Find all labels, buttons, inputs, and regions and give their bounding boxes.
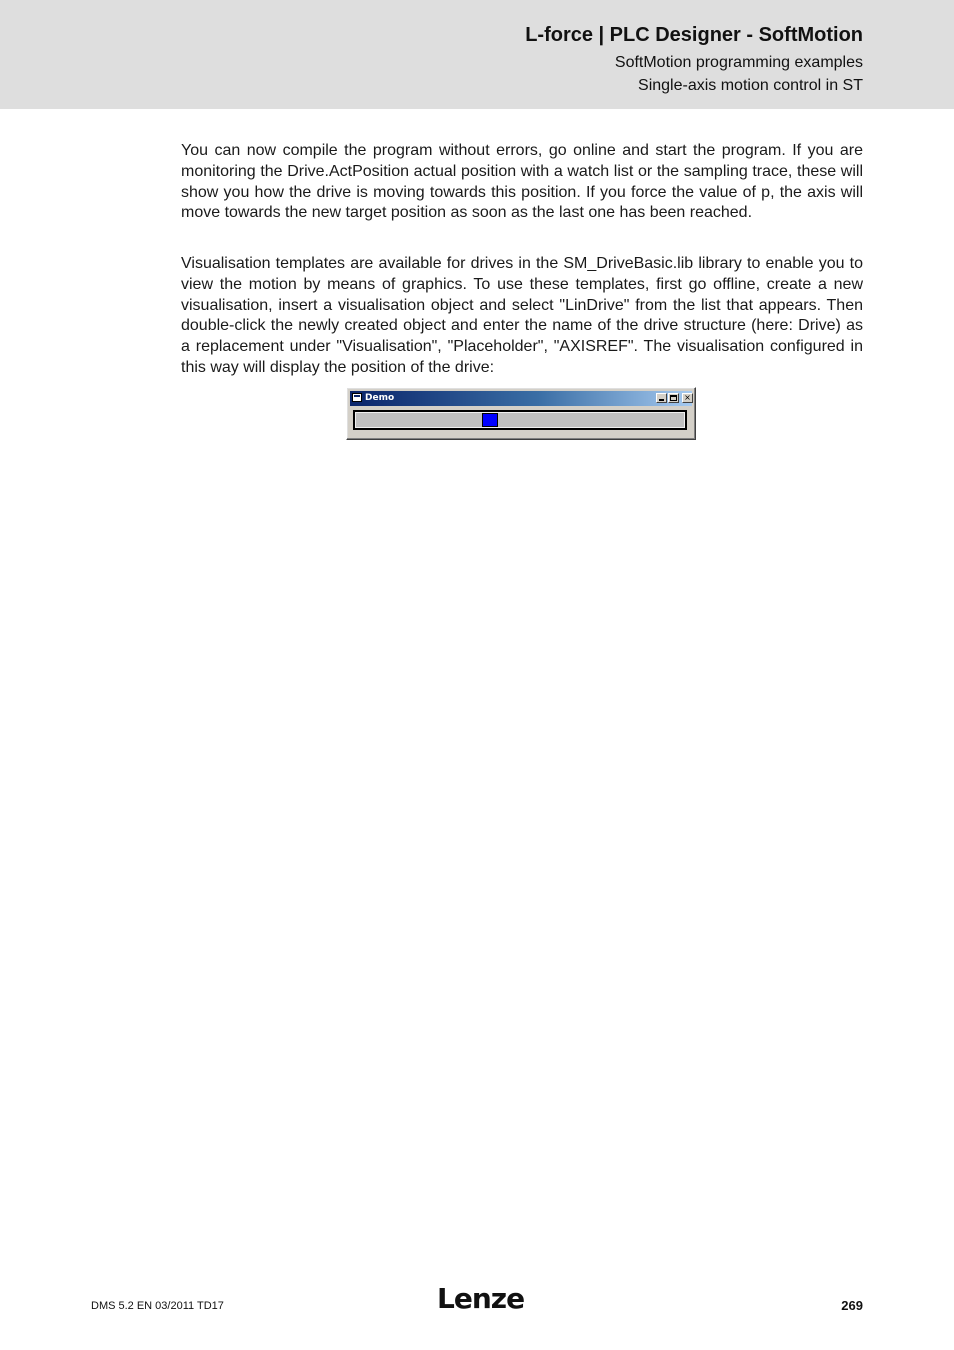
drive-position-indicator — [482, 413, 498, 427]
maximize-button[interactable] — [668, 393, 679, 403]
body-paragraph-visualisation: Visualisation templates are available for drives in the SM_DriveBasic.lib library to enable you to view the motion by means of graphics. To use these templates, first go offline, create a new visualisation, insert a visualisation object and select "LinDrive" from the list that appears. Then double-click the newly created object and enter the name of the drive structure (here: Drive) as a replacement under "Visualisation", "Placeholder", "AXISREF". The visualisation configured in this way will display the position of the drive: — [181, 255, 863, 376]
minimize-icon — [659, 399, 664, 401]
demo-window — [346, 387, 696, 440]
window-app-icon — [352, 393, 362, 402]
page-number: 269 — [841, 1298, 863, 1313]
maximize-icon — [670, 395, 677, 401]
header-title: L-force | PLC Designer - SoftMotion — [525, 24, 863, 46]
close-icon: × — [684, 393, 691, 402]
lindrive-track — [353, 410, 687, 430]
lenze-logo: Lenze — [437, 1282, 525, 1315]
body-paragraph-compile: You can now compile the program without errors, go online and start the program. If you are monitoring the Drive.ActPosition actual position with a watch list or the sampling trace, these will show you how the drive is moving towards this position. If you force the value of p, the axis will move towards the new target position as soon as the last one has been reached. — [181, 142, 863, 222]
header-subtitle-section: Single-axis motion control in ST — [638, 77, 863, 94]
footer-document-id: DMS 5.2 EN 03/2011 TD17 — [91, 1300, 224, 1312]
close-button[interactable] — [682, 393, 693, 403]
demo-window-titlebar[interactable] — [350, 391, 692, 406]
demo-window-title: Demo — [365, 393, 395, 403]
minimize-button[interactable] — [656, 393, 667, 403]
header-subtitle-chapter: SoftMotion programming examples — [614, 54, 863, 71]
page-header — [0, 0, 954, 109]
